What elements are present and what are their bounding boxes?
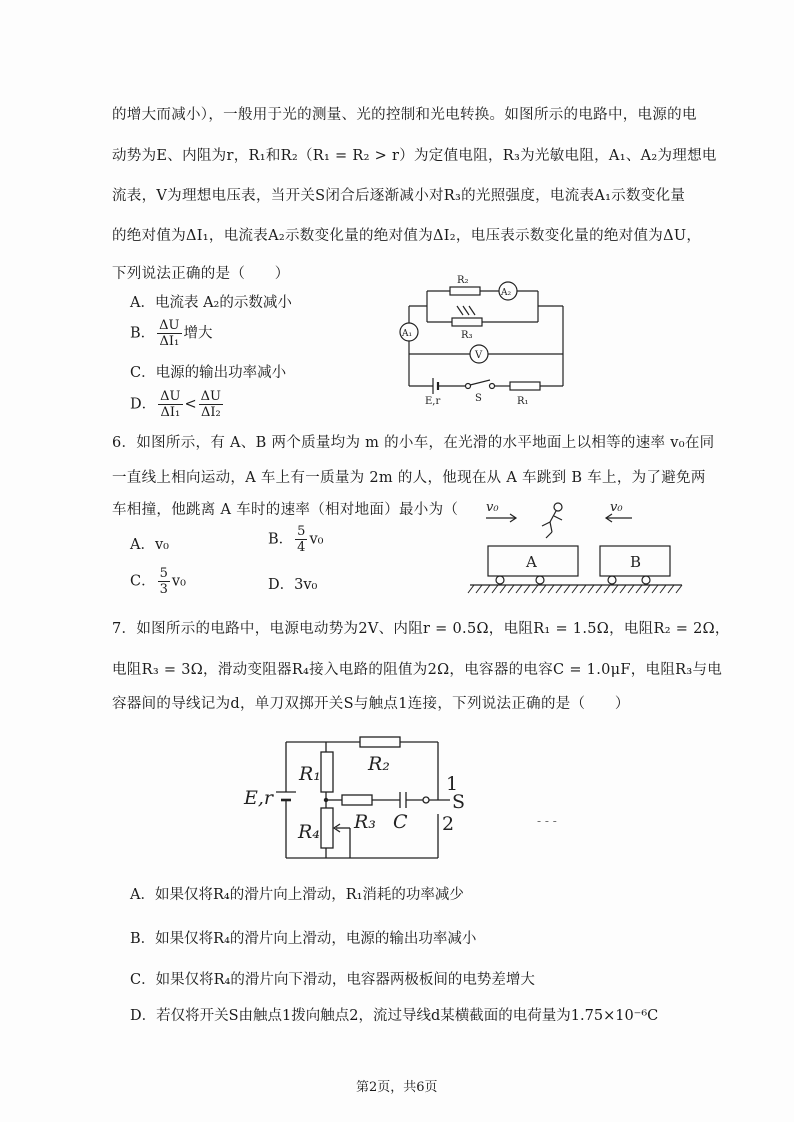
option-text: v₀ [171,573,186,590]
q6-option-c [130,566,186,597]
q5-label-a1: A₁ [402,329,413,339]
fraction-numerator: 5 [297,524,306,539]
q5-label-source: E,r [425,396,441,407]
q7-label-terminal-2: 2 [442,813,455,835]
fraction [199,389,223,420]
fraction-numerator: ΔU [200,389,222,404]
q7-option-a: A．如果仅将R₄的滑片向上滑动，R₁消耗的功率减少 [130,887,464,903]
q5-line-3: 流表，V为理想电压表，当开关S闭合后逐渐减小对R₃的光照强度，电流表A₁示数变化量 [112,188,686,204]
option-text: 增大 [183,325,213,342]
q7-label-r2: R₂ [368,753,390,775]
q6-option-d: D．3v₀ [268,577,318,593]
q7-label-source: E,r [244,787,273,809]
q5-line-2: 动势为E、内阻为r，R₁和R₂（R₁ = R₂ > r）为定值电阻，R₃为光敏电阻，A₁、A₂为理想电 [112,148,717,164]
q6-carts-figure [460,494,690,600]
q6-line-2: 一直线上相向运动，A 车上有一质量为 2m 的人，他现在从 A 车跳到 B 车上，为了避免两 [112,470,706,486]
q7-option-b: B．如果仅将R₄的滑片向上滑动，电源的输出功率减小 [130,931,477,947]
fraction-denominator: ΔI₂ [200,405,221,420]
q5-label-r1: R₁ [517,396,529,407]
q6-cart-b-label: B [630,553,642,571]
fraction-numerator: ΔU [160,389,181,404]
q5-option-c: C．电源的输出功率减小 [130,365,287,381]
fraction-denominator: ΔI₁ [159,334,180,349]
q5-label-r3: R₃ [461,330,473,341]
q5-line-4: 的绝对值为ΔI₁，电流表A₂示数变化量的绝对值为ΔI₂，电压表示数变化量的绝对值为ΔU， [112,228,702,244]
fraction-denominator: 3 [159,582,168,597]
fraction [295,524,307,555]
scan-mark: ‐ ‐ ‐ [537,814,557,828]
ground-hatching [468,585,682,593]
q5-label-a2: A₂ [501,288,512,298]
q7-line-1: 7．如图所示的电路中，电源电动势为2V、内阻r = 0.5Ω，电阻R₁ = 1.5Ω，电阻R₂ = 2Ω， [112,621,730,637]
q7-label-switch: S [452,791,466,813]
fraction-denominator: 4 [297,540,306,555]
fraction-denominator: ΔI₁ [160,405,181,420]
q7-option-c: C．如果仅将R₄的滑片向下滑动，电容器两极板间的电势差增大 [130,972,535,988]
option-label: B． [130,325,156,342]
page-footer: 第2页，共6页 [356,1080,438,1095]
fraction [158,566,170,597]
q7-option-d: D．若仅将开关S由触点1拨向触点2，流过导线d某横截面的电荷量为1.75×10⁻⁶C [130,1008,659,1024]
q7-line-2: 电阻R₃ = 3Ω，滑动变阻器R₄接入电路的阻值为2Ω，电容器的电容C = 1.0μF，电阻R₃与电 [112,662,723,678]
q7-label-terminal-1: 1 [446,773,459,795]
q6-line-1: 6．如图所示，有 A、B 两个质量均为 m 的小车，在光滑的水平地面上以相等的速率 v₀在同 [112,435,715,451]
q6-cart-a-label: A [526,553,537,571]
option-text: v₀ [309,531,324,548]
q5-line-1: 的增大而减小），一般用于光的测量、光的控制和光电转换。如图所示的电路中，电源的电 [112,107,697,123]
q7-label-r1: R₁ [299,763,321,785]
q5-label-r2: R₂ [457,275,469,286]
q5-circuit-diagram [395,268,580,408]
option-label: B． [268,531,294,548]
q6-line-3: 车相撞，他跳离 A 车时的速率（相对地面）最小为（ [112,502,459,518]
q7-label-r4: R₄ [298,821,320,843]
q5-label-v: V [475,350,483,361]
fraction [158,389,182,420]
q5-label-switch: S [475,393,482,404]
q5-line-5: 下列说法正确的是（ ） [112,266,290,282]
q5-option-b [130,318,213,349]
q7-label-r3: R₃ [354,811,376,833]
comparison-operator: < [184,396,197,413]
option-label: C． [130,573,156,590]
q5-option-a: A．电流表 A₂的示数减小 [130,295,292,311]
q7-line-3: 容器间的导线记为d，单刀双掷开关S与触点1连接，下列说法正确的是（ ） [112,696,630,712]
q7-circuit-diagram [240,730,480,870]
q6-option-b [268,524,323,555]
fraction [157,318,181,349]
q6-label-v-right: v₀ [610,500,623,515]
q7-label-c: C [393,811,408,833]
q6-label-v-left: v₀ [486,500,499,515]
option-label: D． [130,396,157,413]
fraction-numerator: ΔU [159,318,180,333]
fraction-numerator: 5 [159,566,168,581]
q5-option-d [130,389,225,420]
q6-option-a: A．v₀ [130,537,169,553]
